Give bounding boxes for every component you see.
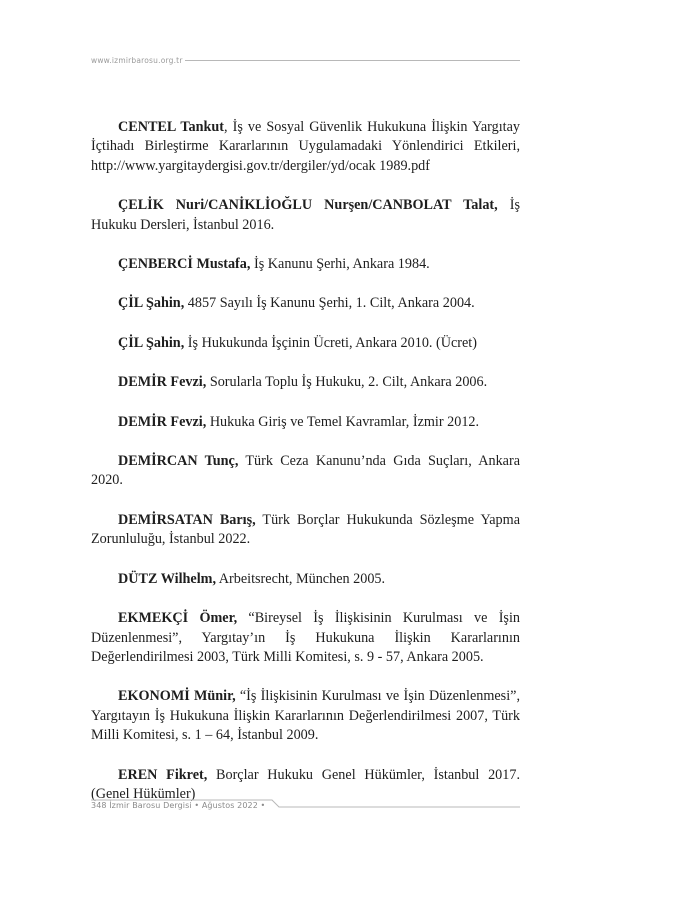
entry-text: Sorularla Toplu İş Hukuku, 2. Cilt, Ankara 2006. [206, 374, 488, 391]
entry-author: DEMİRCAN Tunç, [118, 453, 239, 470]
header-rule [185, 60, 520, 61]
entry-text: İş Kanunu Şerhi, Ankara 1984. [250, 256, 430, 273]
entry-text: , İş ve Sosyal Güvenlik Hukukuna İlişkin Yargıtay İçtihadı Birleştirme Kararlarının Uygulamadaki Yönlendirici Etkileri, http://www.yargitaydergisi.gov.tr/dergiler/yd/ocak 1989.pdf [91, 119, 521, 174]
page-footer [91, 799, 520, 815]
entry-text: Hukuka Giriş ve Temel Kavramlar, İzmir 2012. [206, 413, 480, 430]
footer-text: 348 İzmir Barosu Dergisi • Ağustos 2022 • [91, 801, 266, 810]
bibliography-entry [91, 570, 520, 589]
bibliography-entry [91, 334, 520, 353]
entry-author: DEMİR Fevzi, [118, 374, 207, 391]
entry-author: ÇİL Şahin, [118, 334, 185, 351]
entry-author: ÇENBERCİ Mustafa, [118, 256, 251, 273]
header-url: www.izmirbarosu.org.tr [91, 55, 183, 65]
bibliography-entry [91, 609, 520, 667]
entry-text: Borçlar Hukuku Genel Hükümler, İstanbul 2017. (Genel Hükümler) [91, 766, 521, 802]
bibliography-entry [91, 373, 520, 392]
entry-author: DEMİR Fevzi, [118, 413, 207, 430]
entry-text: Türk Borçlar Hukukunda Sözleşme Yapma Zorunluluğu, İstanbul 2022. [91, 511, 520, 548]
entry-author: EKONOMİ Münir, [118, 688, 236, 705]
bibliography-entry [91, 452, 520, 491]
bibliography-entry [91, 255, 520, 274]
entry-text: 4857 Sayılı İş Kanunu Şerhi, 1. Cilt, Ankara 2004. [184, 295, 475, 312]
bibliography-entry [91, 511, 520, 550]
entry-text: “İş İlişkisinin Kurulması ve İşin Düzenlenmesi”, Yargıtayın İş Hukukuna İlişkin Kararlarının Değerlendirilmesi 2007, Türk Milli Komitesi, s. 1 – 64, İstanbul 2009. [91, 688, 520, 744]
bibliography-entry [91, 196, 520, 235]
entry-text: “Bireysel İş İlişkisinin Kurulması ve İşin Düzenlenmesi”, Yargıtay’ın İş Hukukuna İlişkin Kararlarının Değerlendirilmesi 2003, Türk Milli Komitesi, s. 9 - 57, Ankara 2005. [91, 610, 520, 665]
entry-author: EREN Fikret, [118, 766, 208, 783]
entry-text: Arbeitsrecht, München 2005. [216, 570, 386, 587]
entry-author: EKMEKÇİ Ömer, [118, 610, 238, 627]
page-header [91, 53, 520, 67]
entry-author: DEMİRSATAN Barış, [118, 511, 256, 528]
entry-text: Türk Ceza Kanunu’nda Gıda Suçları, Ankara 2020. [91, 453, 520, 489]
bibliography-entry [91, 294, 520, 313]
entry-author: ÇELİK Nuri/CANİKLİOĞLU Nurşen/CANBOLAT Talat, [118, 197, 498, 214]
bibliography-entry [91, 413, 520, 432]
bibliography-entry [91, 687, 520, 745]
entry-author: ÇİL Şahin, [118, 295, 185, 312]
entry-text: İş Hukukunda İşçinin Ücreti, Ankara 2010. (Ücret) [184, 334, 477, 351]
entry-author: DÜTZ Wilhelm, [118, 570, 217, 587]
bibliography [91, 118, 520, 824]
entry-text: İş Hukuku Dersleri, İstanbul 2016. [91, 197, 521, 233]
entry-author: CENTEL Tankut [118, 119, 225, 135]
bibliography-entry [91, 118, 520, 176]
